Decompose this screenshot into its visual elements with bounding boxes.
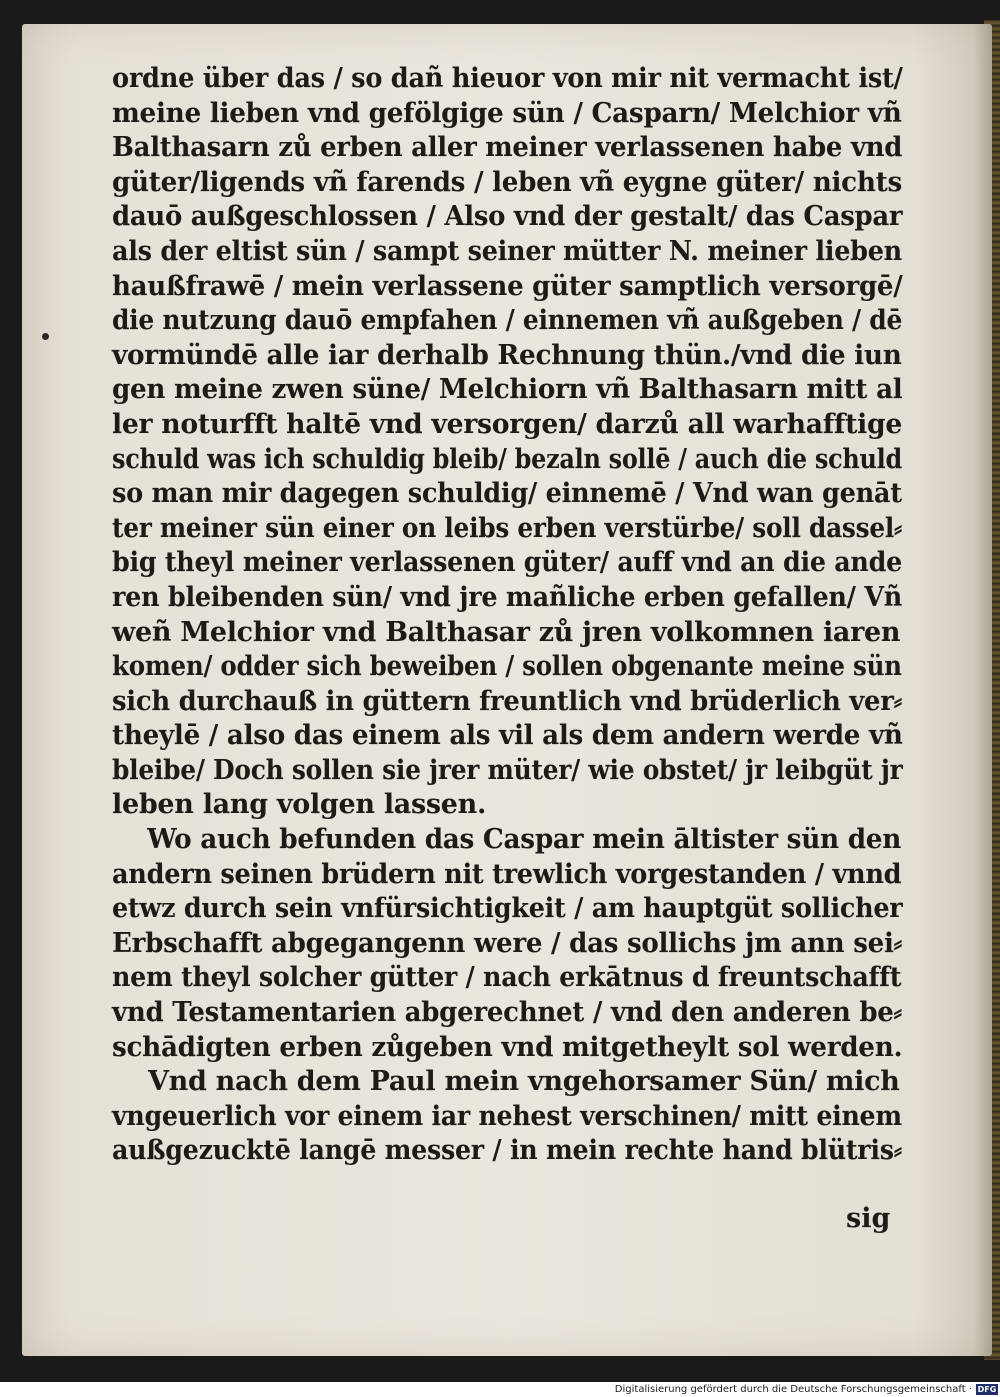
text-line: komen/ odder sich beweiben / sollen obgenante meine sün	[112, 651, 902, 683]
text-line: vngeuerlich vor einem iar nehest verschinen/ mitt einem	[112, 1100, 902, 1132]
text-line: dauō außgeschlossen / Also vnd der gestalt/ das Caspar	[112, 201, 903, 233]
text-line: weñ Melchior vnd Balthasar zů jren volkomnen iaren	[112, 616, 901, 648]
text-line: meine lieben vnd gefölgige sün / Casparn/ Melchior vñ	[112, 97, 902, 129]
text-line: schādigten erben zůgeben vnd mitgetheylt sol werden.	[112, 1031, 903, 1063]
text-line: etwz durch sein vnfürsichtigkeit / am hauptgüt sollicher	[112, 893, 903, 925]
text-line: leben lang volgen lassen.	[112, 789, 487, 821]
text-line: gen meine zwen süne/ Melchiorn vñ Balthasarn mitt al	[112, 374, 903, 406]
margin-mark	[42, 333, 49, 340]
catchword: sig	[846, 1203, 891, 1234]
text-line: die nutzung dauō empfahen / einnemen vñ außgeben / dē	[112, 305, 903, 337]
text-line: big theyl meiner verlassenen güter/ auff vnd an die ande	[112, 547, 902, 579]
text-line: theylē / also das einem als vil als dem andern werde vñ	[112, 720, 903, 752]
text-line: ter meiner sün einer on leibs erben verstürbe/ soll dassel⸗	[112, 512, 903, 544]
funding-credit: Digitalisierung gefördert durch die Deutsche Forschungsgemeinschaft ·	[614, 1384, 972, 1395]
paragraph-start: Vnd nach dem Paul mein vngehorsamer Sün/ mich	[148, 1066, 900, 1098]
text-line: schuld was ich schuldig bleib/ bezaln sollē / auch die schuld	[112, 443, 902, 475]
text-line: so man mir dagegen schuldig/ einnemē / Vnd wan genāt	[112, 478, 902, 510]
text-line: ordne über das / so dañ hieuor von mir nit vermacht ist/	[112, 63, 903, 94]
text-line: haußfrawē / mein verlassene güter samptlich versorgē/	[112, 270, 903, 302]
text-line: ler noturfft haltē vnd versorgen/ darzů all warhafftige	[112, 408, 903, 440]
dfg-logo: DFG	[977, 1385, 997, 1394]
text-line: sich durchauß in güttern freuntlich vnd brüderlich ver⸗	[112, 685, 902, 717]
text-line: außgezucktē langē messer / in mein rechte hand blütris⸗	[112, 1135, 902, 1167]
text-line: Erbschafft abgegangenn were / das sollichs jm ann sei⸗	[112, 927, 903, 959]
text-line: güter/ligends vñ farends / leben vñ eygne güter/ nichts	[112, 166, 902, 198]
page-shadow	[974, 24, 992, 1356]
text-line: nem theyl solcher gütter / nach erkātnus d freuntschafft	[112, 962, 902, 994]
text-line: bleibe/ Doch sollen sie jrer müter/ wie obstet/ jr leibgüt jr	[112, 754, 903, 786]
text-line: vnd Testamentarien abgerechnet / vnd den anderen be⸗	[112, 997, 902, 1029]
footer-bar	[0, 1382, 1000, 1397]
text-line: vormündē alle iar derhalb Rechnung thün./vnd die iun	[112, 339, 902, 371]
text-line: ren bleibenden sün/ vnd jre mañliche erben gefallen/ Vñ	[112, 581, 902, 613]
page-text	[112, 62, 902, 1169]
paragraph-start: Wo auch befunden das Caspar mein āltister sün den	[147, 824, 902, 856]
text-line: andern seinen brüdern nit trewlich vorgestanden / vnnd	[112, 858, 902, 890]
text-line: Balthasarn zů erben aller meiner verlassenen habe vnd	[112, 132, 903, 164]
text-line: als der eltist sün / sampt seiner mütter N. meiner lieben	[112, 235, 902, 267]
